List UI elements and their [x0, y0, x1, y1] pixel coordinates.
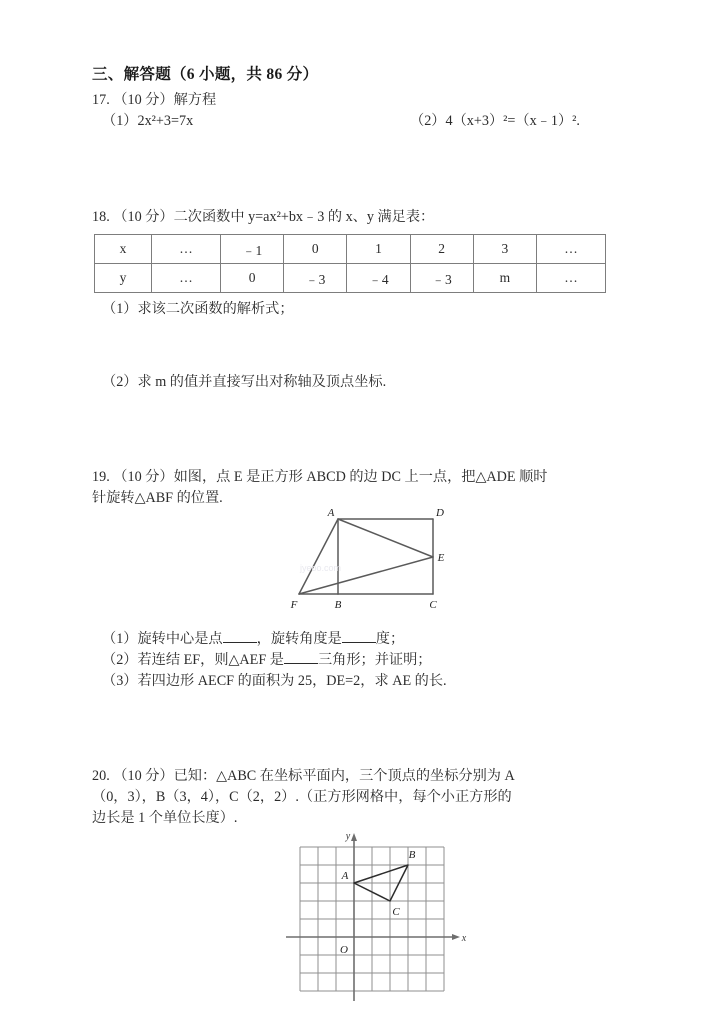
question-20-figure-wrap — [92, 829, 632, 1007]
rotated-triangle-lines — [299, 519, 433, 594]
square-abcd-rotation-svg — [290, 509, 460, 617]
y-axis-arrow — [351, 833, 357, 841]
point-label-C: C — [392, 906, 400, 918]
question-19-figure-wrap — [92, 509, 632, 617]
question-19-stem-line-2: 针旋转△ABF 的位置. — [92, 490, 223, 506]
coordinate-grid-triangle-figure — [260, 829, 470, 1007]
x-axis-label: x — [461, 933, 467, 944]
question-19-part-2-pre: 若连结 EF，则△AEF 是 — [137, 652, 284, 668]
table-cell: ﹣3 — [410, 264, 473, 293]
page-content — [92, 62, 632, 1007]
spacer-after-q17 — [92, 133, 632, 207]
question-19-part-2 — [92, 650, 632, 671]
question-19-part-3-label: （3） — [102, 673, 138, 689]
question-17-part-2 — [410, 111, 580, 132]
point-label-B: B — [408, 849, 416, 861]
grid-lines — [300, 847, 444, 991]
figure-label-C: C — [429, 599, 437, 611]
question-17-part-2-label: （2） — [410, 113, 446, 129]
question-17-part-1-text: 2x²+3=7x — [137, 113, 194, 129]
table-cell: … — [152, 235, 221, 264]
spacer-q19-fig-gap — [92, 617, 632, 629]
table-row — [95, 235, 606, 264]
question-20-stem-line-2: （0，3），B（3，4），C（2，2）.（正方形网格中，每个小正方形的 — [92, 789, 512, 805]
question-20 — [92, 766, 632, 1007]
question-17 — [92, 90, 632, 133]
question-17-part-2-text: 4（x+3）²=（x﹣1）². — [445, 113, 580, 129]
figure-label-B: B — [334, 599, 342, 611]
table-cell: … — [152, 264, 221, 293]
table-cell: m — [473, 264, 536, 293]
square-abcd-rotation-figure — [290, 509, 460, 617]
question-18 — [92, 207, 632, 393]
question-19-part-1-post: 度； — [375, 631, 405, 647]
table-cell: ﹣1 — [221, 235, 284, 264]
question-20-number: 20. — [92, 768, 110, 784]
table-cell: 0 — [284, 235, 347, 264]
page-title: 三、解答题（6 小题，共 86 分） — [92, 66, 319, 83]
question-18-part-2 — [92, 372, 632, 393]
question-20-stem-line-1 — [92, 766, 632, 787]
x-axis-arrow — [452, 934, 460, 940]
question-19-part-3 — [92, 671, 632, 692]
question-17-parts — [92, 111, 632, 133]
spacer-after-q19 — [92, 692, 632, 766]
question-17-stem — [92, 90, 632, 111]
coordinate-grid-svg — [260, 829, 470, 1007]
question-20-stem-text-1: 已知：△ABC 在坐标平面内，三个顶点的坐标分别为 A — [173, 768, 515, 784]
question-18-points: （10 分） — [113, 209, 174, 225]
question-19-part-1-label: （1） — [102, 631, 138, 647]
question-19 — [92, 467, 632, 692]
table-cell: 0 — [221, 264, 284, 293]
figure-label-F: F — [290, 599, 298, 611]
question-18-part-1 — [92, 299, 632, 320]
function-value-table — [94, 234, 606, 293]
answer-blank-rotation-angle[interactable] — [342, 629, 376, 643]
question-19-stem-line-1 — [92, 467, 632, 488]
question-19-part-1 — [92, 629, 632, 650]
question-18-number: 18. — [92, 209, 110, 225]
question-17-part-1-label: （1） — [102, 113, 138, 129]
spacer-after-q18 — [92, 393, 632, 467]
point-label-A: A — [341, 870, 349, 882]
question-20-points: （10 分） — [113, 768, 174, 784]
figure-label-D: D — [436, 507, 444, 519]
table-cell-x-header: x — [95, 235, 152, 264]
question-18-stem — [92, 207, 632, 228]
question-18-stem-text: 二次函数中 y=ax²+bx﹣3 的 x、y 满足表： — [173, 209, 435, 225]
table-cell: 1 — [347, 235, 410, 264]
table-cell: ﹣3 — [284, 264, 347, 293]
question-19-part-1-pre: 旋转中心是点 — [137, 631, 223, 647]
answer-blank-rotation-center[interactable] — [223, 629, 257, 643]
question-17-part-1 — [102, 111, 193, 132]
question-19-part-3-text: 若四边形 AECF 的面积为 25，DE=2，求 AE 的长. — [137, 673, 447, 689]
question-19-part-2-label: （2） — [102, 652, 138, 668]
table-cell: … — [537, 264, 606, 293]
watermark-text: jyeoo.com — [300, 563, 342, 573]
table-cell: ﹣4 — [347, 264, 410, 293]
question-18-part-1-text: 求该二次函数的解析式； — [137, 301, 294, 317]
question-18-part-2-text: 求 m 的值并直接写出对称轴及顶点坐标. — [137, 374, 387, 390]
question-19-part-1-mid: ，旋转角度是 — [256, 631, 342, 647]
table-cell: 2 — [410, 235, 473, 264]
question-19-stem-text-1: 如图，点 E 是正方形 ABCD 的边 DC 上一点，把△ADE 顺时 — [173, 469, 548, 485]
figure-label-A: A — [327, 507, 335, 519]
question-17-number: 17. — [92, 92, 110, 108]
table-cell: … — [537, 235, 606, 264]
square-abcd-outline — [338, 519, 433, 594]
question-18-part-1-label: （1） — [102, 301, 138, 317]
y-axis-label: y — [345, 831, 351, 842]
spacer-q18-answer-space — [92, 320, 632, 372]
question-19-points: （10 分） — [113, 469, 174, 485]
origin-label: O — [340, 944, 348, 956]
figure-label-E: E — [437, 552, 445, 564]
question-20-stem-line-3: 边长是 1 个单位长度）. — [92, 810, 238, 826]
answer-blank-triangle-type[interactable] — [284, 650, 318, 664]
table-row — [95, 264, 606, 293]
question-17-points: （10 分） — [113, 92, 174, 108]
question-19-part-2-post: 三角形；并证明； — [317, 652, 432, 668]
table-cell: 3 — [473, 235, 536, 264]
question-18-part-2-label: （2） — [102, 374, 138, 390]
question-17-stem-text: 解方程 — [173, 92, 217, 108]
table-cell-y-header: y — [95, 264, 152, 293]
question-19-number: 19. — [92, 469, 110, 485]
